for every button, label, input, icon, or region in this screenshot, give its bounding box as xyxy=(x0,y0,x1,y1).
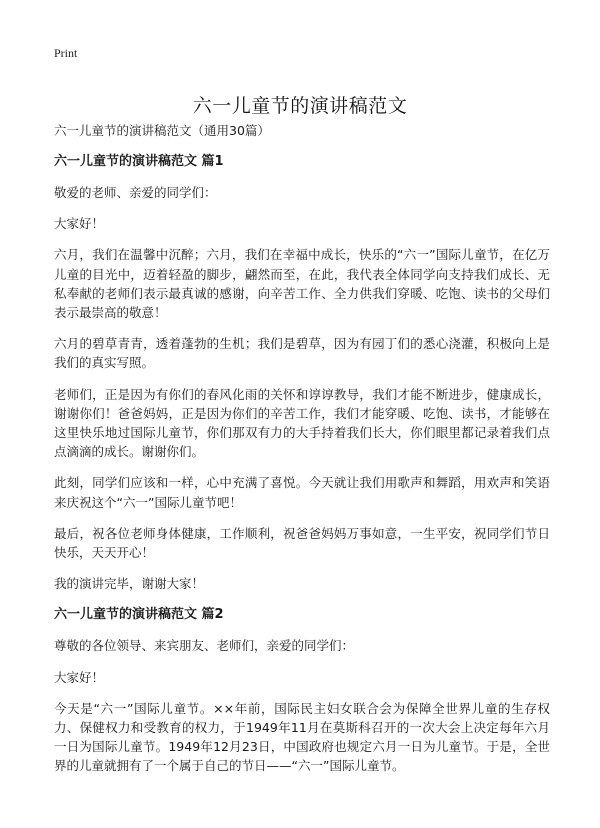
salutation-paragraph: 尊敬的各位领导、来宾朋友、老师们，亲爱的同学们： xyxy=(54,638,355,654)
greeting-paragraph: 大家好！ xyxy=(54,216,105,232)
salutation-paragraph: 敬爱的老师、亲爱的同学们： xyxy=(54,185,217,200)
section-1 xyxy=(54,153,550,593)
document-body xyxy=(54,122,550,788)
section-heading: 六一儿童节的演讲稿范文 篇1 xyxy=(54,154,224,169)
section-heading: 六一儿童节的演讲稿范文 篇2 xyxy=(54,607,224,623)
greeting-paragraph: 大家好！ xyxy=(54,669,105,685)
body-paragraph: 老师们，正是因为有你们的春风化雨的关怀和谆谆教导，我们才能不断进步，健康成长，谢谢你们！爸爸妈妈，正是因为你们的辛苦工作，我们才能穿暖、吃饱、读书，才能够在这里快乐地过国际儿童节，你们那双有力的大手持着我们长大，你们眼里都记录着我们点点滴滴的成长。谢谢你们。 xyxy=(54,386,550,460)
body-paragraph: 今天是“六一”国际儿童节。××年前，国际民主妇女联合会为保障全世界儿童的生存权力、保健权力和受教育的权力，于1949年11月在莫斯科召开的一次大会上决定每年六月一日为国际儿童节。1949年12月23日，中国政府也规定六月一日为儿童节。于是，全世界的儿童就拥有了一个属于自己的节日——“六一”国际儿童节。 xyxy=(54,700,550,774)
section-2 xyxy=(54,606,550,775)
body-paragraph: 最后，祝各位老师身体健康，工作顺利，祝爸爸妈妈万事如意，一生平安，祝同学们节日快乐，天天开心！ xyxy=(54,525,550,561)
closing-paragraph: 我的演讲完毕，谢谢大家！ xyxy=(54,576,205,592)
document-title: 六一儿童节的演讲稿范文 xyxy=(192,94,408,117)
document-subtitle: 六一儿童节的演讲稿范文（通用30篇） xyxy=(54,123,270,138)
print-link[interactable]: Print xyxy=(54,46,78,60)
body-paragraph: 六月，我们在温馨中沉醉；六月，我们在幸福中成长，快乐的“六一”国际儿童节，在亿万儿童的目光中，迈着轻盈的脚步，翩然而至，在此，我代表全体同学向支持我们成长、无私奉献的老师们表示最真诚的感谢，向辛苦工作、全力供我们穿暖、吃饱、读书的父母们表示最崇高的敬意！ xyxy=(54,247,550,321)
body-paragraph: 此刻，同学们应该和一样，心中充满了喜悦。今天就让我们用歌声和舞蹈，用欢声和笑语来庆祝这个“六一”国际儿童节吧！ xyxy=(54,475,550,510)
body-paragraph: 六月的碧草青青，透着蓬勃的生机；我们是碧草，因为有园丁们的悉心浇灌，积极向上是我们的真实写照。 xyxy=(54,336,550,371)
